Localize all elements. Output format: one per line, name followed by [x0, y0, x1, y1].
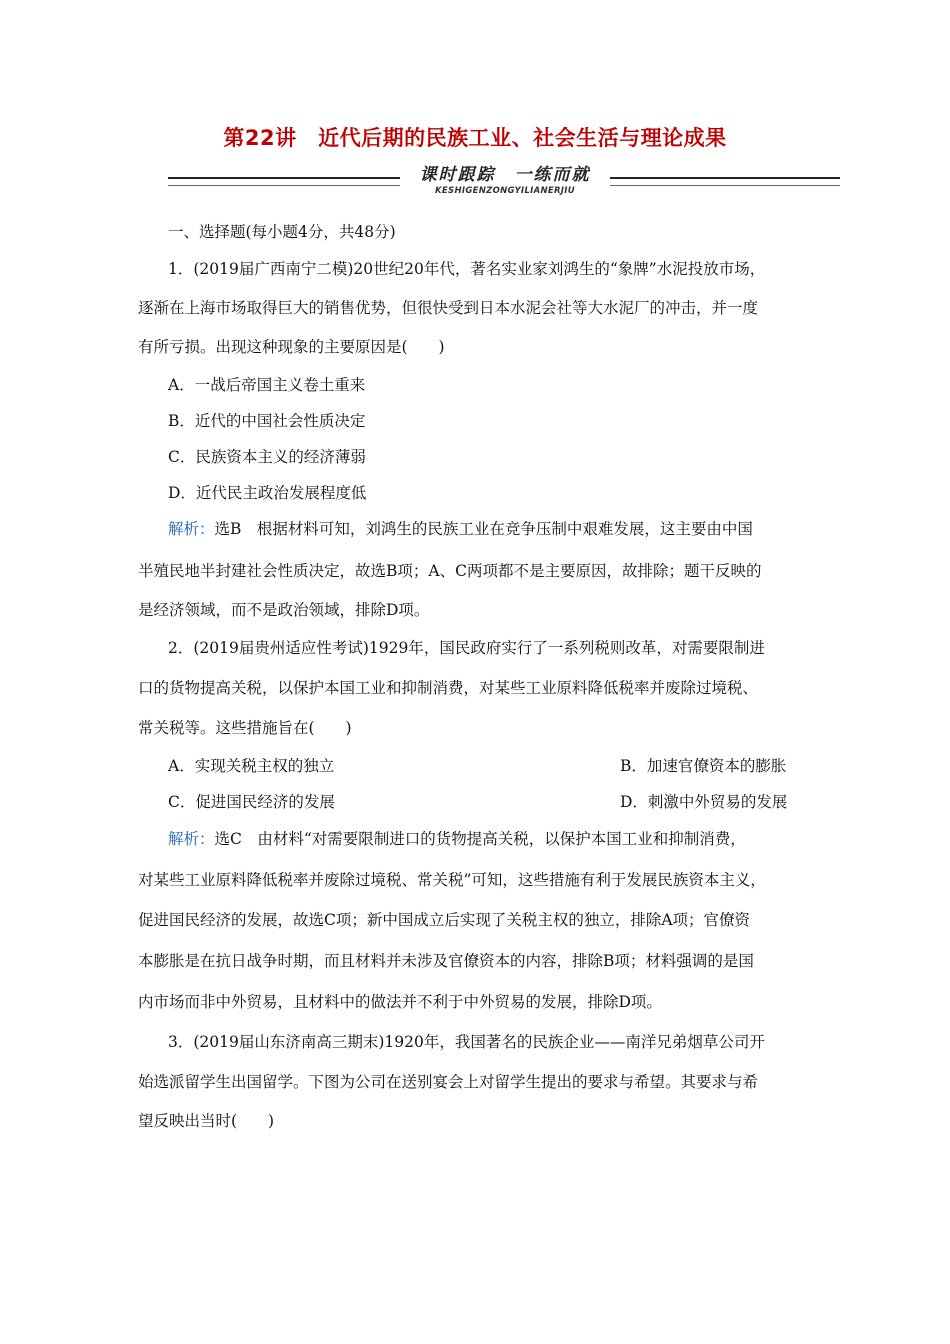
q1-line-2: 逐渐在上海市场取得巨大的销售优势，但很快受到日本水泥会社等大水泥厂的冲击，并一度	[138, 299, 759, 317]
q2-option-d: D．刺激中外贸易的发展	[620, 793, 788, 811]
q3-line-1: 3．(2019届山东济南高三期末)1920年，我国著名的民族企业——南洋兄弟烟草公司开	[168, 1033, 765, 1051]
page-title: 第22讲 近代后期的民族工业、社会生活与理论成果	[223, 126, 727, 150]
q1-line-3: 有所亏损。出现这种现象的主要原因是( )	[138, 338, 445, 356]
q2-line-1: 2．(2019届贵州适应性考试)1929年，国民政府实行了一系列税则改革，对需要限制进	[168, 639, 765, 657]
q2-analysis-line-2: 对某些工业原料降低税率并废除过境税、常关税”可知，这些措施有利于发展民族资本主义，	[138, 871, 766, 889]
banner-sub-text: KESHIGENZONGYILIANERJIU	[435, 186, 575, 196]
q1-option-d: D．近代民主政治发展程度低	[168, 484, 367, 502]
q1-analysis-line-1	[168, 519, 848, 539]
banner-label-box	[400, 160, 610, 200]
q2-analysis-label: 解析：	[168, 830, 215, 848]
q2-analysis-text-1: 选C 由材料“对需要限制进口的货物提高关税，以保护本国工业和抑制消费，	[214, 830, 746, 848]
q2-option-a: A．实现关税主权的独立	[168, 757, 335, 775]
q1-analysis-text-1: 选B 根据材料可知，刘鸿生的民族工业在竞争压制中艰难发展，这主要由中国	[214, 520, 753, 538]
q2-line-2: 口的货物提高关税，以保护本国工业和抑制消费，对某些工业原料降低税率并废除过境税、	[138, 679, 759, 697]
q1-option-a: A．一战后帝国主义卷土重来	[168, 376, 366, 394]
q1-analysis-line-2: 半殖民地半封建社会性质决定，故选B项；A、C两项都不是主要原因，故排除；题干反映的	[138, 562, 762, 580]
q2-options-row-1	[168, 756, 848, 776]
q2-line-3: 常关税等。这些措施旨在( )	[138, 719, 352, 737]
q1-line-1: 1．(2019届广西南宁二模)20世纪20年代，著名实业家刘鸿生的“象牌”水泥投放市场，	[168, 260, 766, 278]
section-heading: 一、选择题(每小题4分，共48分)	[168, 223, 396, 241]
q1-option-c: C．民族资本主义的经济薄弱	[168, 448, 366, 466]
banner-main-text: 课时跟踪 一练而就	[419, 165, 591, 185]
q2-analysis-line-3: 促进国民经济的发展，故选C项；新中国成立后实现了关税主权的独立，排除A项；官僚资	[138, 911, 751, 929]
q2-option-b: B．加速官僚资本的膨胀	[620, 757, 787, 775]
q1-analysis-label: 解析：	[168, 520, 215, 538]
q3-line-2: 始选派留学生出国留学。下图为公司在送别宴会上对留学生提出的要求与希望。其要求与希	[138, 1073, 759, 1091]
q1-analysis-line-3: 是经济领域，而不是政治领域，排除D项。	[138, 601, 430, 619]
section-banner	[168, 160, 840, 200]
q2-analysis-line-4: 本膨胀是在抗日战争时期，而且材料并未涉及官僚资本的内容，排除B项；材料强调的是国	[138, 952, 754, 970]
q2-options-row-2	[168, 792, 848, 812]
q3-line-3: 望反映出当时( )	[138, 1112, 275, 1130]
q2-option-c: C．促进国民经济的发展	[168, 793, 335, 811]
q1-option-b: B．近代的中国社会性质决定	[168, 412, 366, 430]
q2-analysis-line-1	[168, 829, 848, 849]
q2-analysis-line-5: 内市场而非中外贸易，且材料中的做法并不利于中外贸易的发展，排除D项。	[138, 993, 662, 1011]
